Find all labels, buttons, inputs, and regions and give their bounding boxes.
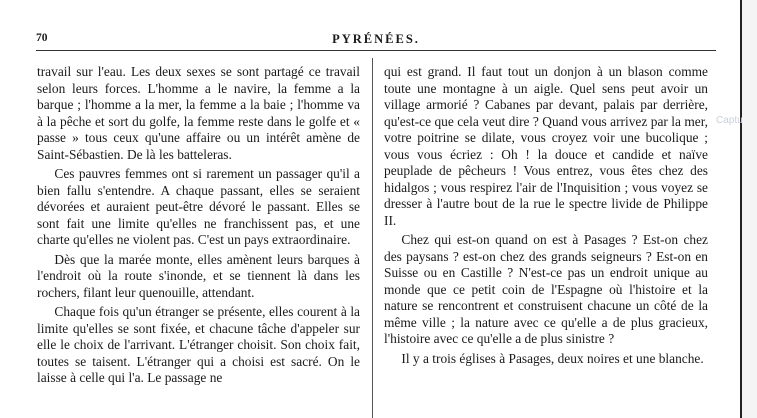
right-column [384,64,708,367]
paragraph: travail sur l'eau. Les deux sexes se sont partagé ce travail selon leurs forces. L'homme a le navire, la femme a la barque ; l'homme a la mer, la femme a la baie ; l'homme va à la pêche et sort du golfe, la femme reste dans le golfe et « passe » tous ceux qu'une affaire ou un intérêt amène de Saint-Sébastien. De là les batteleras. [37,64,360,162]
column-divider [372,58,373,418]
paragraph: qui est grand. Il faut tout un donjon à un blason comme toute une montagne à un aigle. Quel sens peut avoir un village armorié ? Cabanes par devant, palais par derrière, qu'est-ce que cela veut dire ? Quand vous arrivez par la mer, votre poitrine se dilate, vous croyez voir une bucolique ; vous vous écriez : Oh ! la douce et candide et naïve peuplade de pêcheurs ! Vous entrez, vous êtes chez des hidalgos ; vous respirez l'air de l'Inquisition ; vous voyez se dresser à l'autre bout de la rue le spectre livide de Philippe II. [384,64,708,228]
window-edge [740,0,757,418]
header-rule [36,50,716,51]
left-column [37,64,360,387]
paragraph: Chaque fois qu'un étranger se présente, elles courent à la limite qu'elles se sont fixée, et chacune tâche d'appeler sur elle le choix de l'arrivant. L'étranger choisit. Son choix fait, toutes se taisent. L'étranger qui a choisi est sacré. On le laisse à celle qui l'a. Le passage ne [37,304,360,385]
page-header [36,32,716,48]
paragraph: Dès que la marée monte, elles amènent leurs barques à l'endroit où la route s'inonde, et se tiennent là dans les rochers, filant leur quenouille, attendant. [37,251,360,300]
capture-overlay-label: Captu [716,115,743,126]
paragraph: Ces pauvres femmes ont si rarement un passager qu'il a bien fallu s'entendre. A chaque passant, elles se seraient dévorées et auraient peut-être dévoré le passant. Elles se sont fait une limite qu'elles ne franchissent pas, et une charte qu'elles ne violent pas. C'est un pays extraordinaire. [37,166,360,247]
paragraph: Il y a trois églises à Pasages, deux noires et une blanche. [401,350,704,366]
running-title: PYRÉNÉES. [332,32,420,46]
page-number: 70 [36,32,48,44]
paragraph: Chez qui est-on quand on est à Pasages ? Est-on chez des paysans ? est-on chez des grands seigneurs ? Est-on en Suisse ou en Castille ? N'est-ce pas un endroit unique au monde que ce petit coin de l'Espagne où l'histoire et la nature se rencontrent et construisent chacune un côté de la même ville ; la nature avec ce qu'elle a de plus gracieux, l'histoire avec ce qu'elle a de plus sinistre ? [384,232,708,346]
